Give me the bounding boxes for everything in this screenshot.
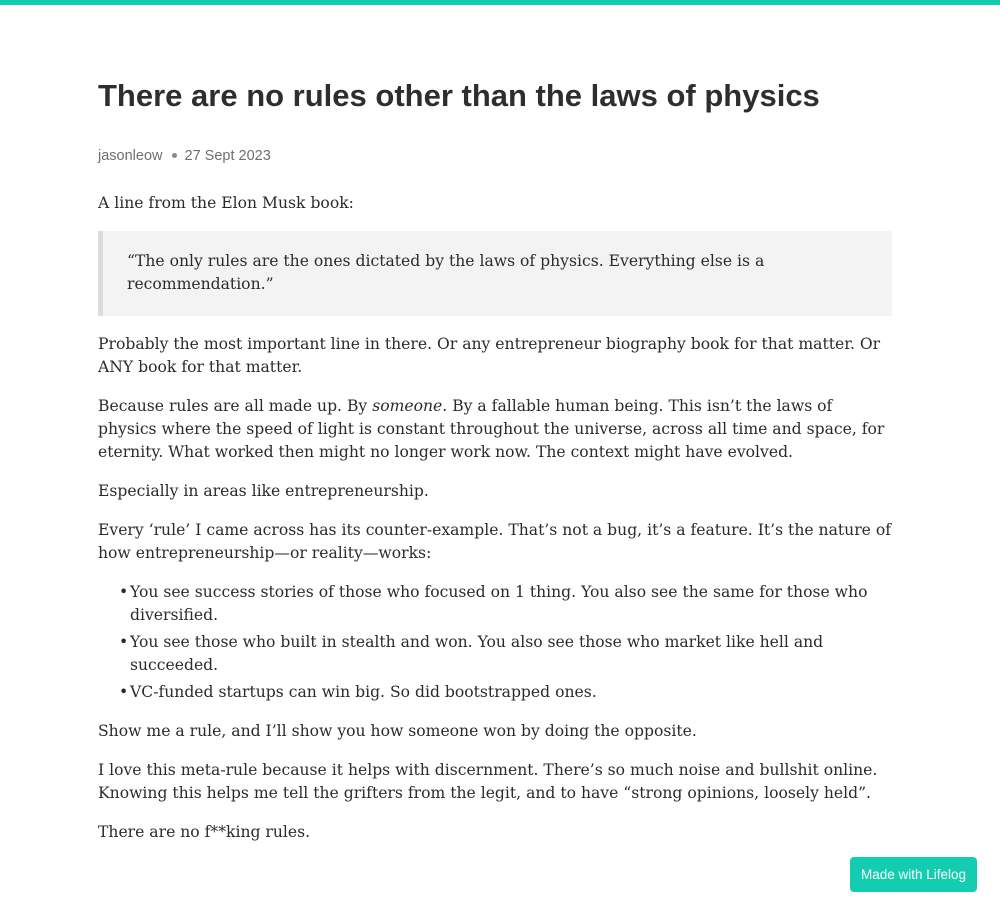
post-date: 27 Sept 2023 bbox=[184, 148, 271, 164]
list-item: • VC-funded startups can win big. So did bootstrapped ones. bbox=[119, 681, 892, 704]
meta-separator-dot bbox=[172, 153, 177, 158]
paragraph-rules-made-up bbox=[98, 395, 892, 464]
author-link[interactable]: jasonleow bbox=[98, 148, 163, 164]
paragraph-text: . By a fallable human being. This isn’t the laws of physics where the speed of light is constant throughout the universe, across all time and space, for eternity. What worked then might no longer work now. The context might have evolved. bbox=[98, 397, 885, 461]
article-body bbox=[98, 192, 892, 860]
blockquote: “The only rules are the ones dictated by the laws of physics. Everything else is a recommendation.” bbox=[98, 231, 892, 316]
bullet-list bbox=[98, 581, 892, 704]
top-accent-bar bbox=[0, 0, 1000, 5]
paragraph: I love this meta-rule because it helps with discernment. There’s so much noise and bullshit online. Knowing this helps me tell the grifters from the legit, and to have “strong opinions, loosely held”. bbox=[98, 761, 878, 802]
list-item: • You see those who built in stealth and won. You also see those who market like hell and succeeded. bbox=[119, 631, 892, 677]
made-with-lifelog-button[interactable]: Made with Lifelog bbox=[850, 857, 977, 892]
paragraph: Every ‘rule’ I came across has its counter-example. That’s not a bug, it’s a feature. It’s the nature of how entrepreneurship—or reality—works: bbox=[98, 521, 891, 562]
list-item: • You see success stories of those who focused on 1 thing. You also see the same for those who diversified. bbox=[119, 581, 892, 627]
paragraph-closing: There are no f**king rules. bbox=[98, 823, 311, 841]
paragraph-intro: A line from the Elon Musk book: bbox=[98, 194, 354, 212]
paragraph: Probably the most important line in there. Or any entrepreneur biography book for that matter. Or ANY book for that matter. bbox=[98, 335, 881, 376]
paragraph-text: Because rules are all made up. By bbox=[98, 397, 373, 415]
paragraph: Show me a rule, and I’ll show you how someone won by doing the opposite. bbox=[98, 722, 697, 740]
page-title: There are no rules other than the laws of physics bbox=[98, 78, 820, 113]
post-meta bbox=[98, 147, 271, 165]
paragraph: Especially in areas like entrepreneurship. bbox=[98, 482, 429, 500]
emphasis-text: someone bbox=[372, 397, 443, 415]
